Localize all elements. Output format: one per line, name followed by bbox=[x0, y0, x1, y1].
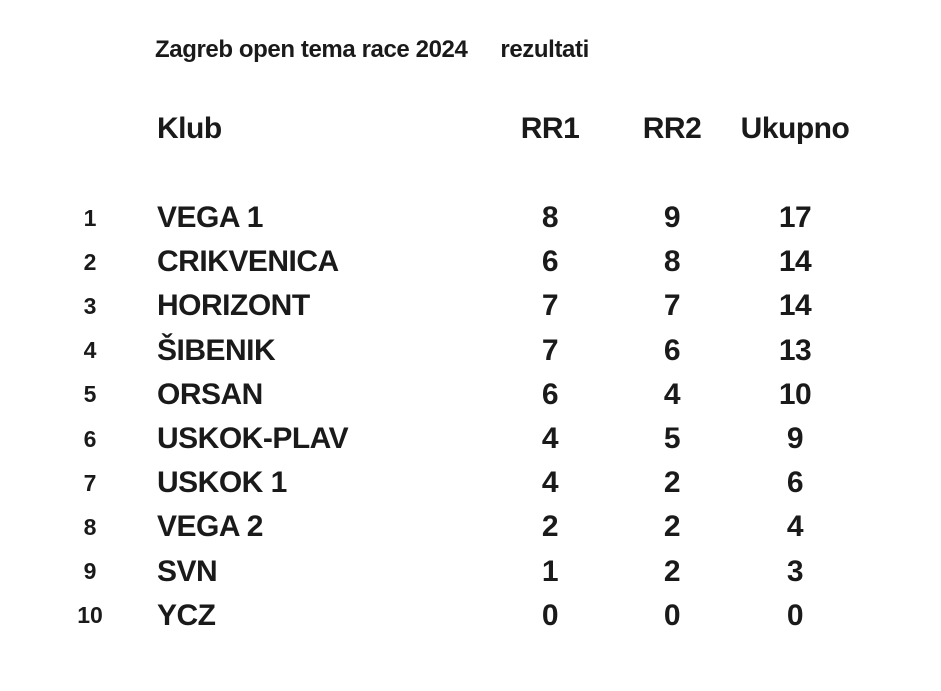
rank-cell: 6 bbox=[83, 425, 97, 452]
klub-cell: YCZ bbox=[157, 598, 216, 632]
klub-cell: SVN bbox=[157, 554, 218, 588]
rank-cell: 8 bbox=[83, 513, 97, 540]
klub-cell: USKOK 1 bbox=[157, 466, 287, 500]
klub-cell: USKOK-PLAV bbox=[157, 422, 349, 456]
ukupno-cell: 4 bbox=[786, 510, 804, 544]
table-row bbox=[58, 550, 851, 594]
rank-cell: 3 bbox=[83, 292, 97, 319]
rr1-cell: 4 bbox=[541, 422, 559, 456]
ukupno-cell: 3 bbox=[786, 554, 804, 588]
rank-cell: 1 bbox=[83, 204, 97, 231]
rr1-cell: 1 bbox=[541, 554, 559, 588]
table-row bbox=[58, 196, 851, 240]
klub-cell: ORSAN bbox=[157, 377, 263, 411]
column-header-ukupno: Ukupno bbox=[740, 112, 850, 145]
rr1-cell: 7 bbox=[541, 289, 559, 323]
table-header bbox=[58, 107, 851, 151]
page-title bbox=[155, 36, 589, 64]
klub-cell: ŠIBENIK bbox=[157, 333, 276, 367]
rr2-cell: 9 bbox=[663, 201, 681, 235]
rr2-cell: 2 bbox=[663, 510, 681, 544]
table-row bbox=[58, 284, 851, 328]
rr1-cell: 6 bbox=[541, 377, 559, 411]
rr2-cell: 8 bbox=[663, 245, 681, 279]
table-row bbox=[58, 505, 851, 549]
klub-cell: CRIKVENICA bbox=[157, 245, 339, 279]
rr1-cell: 4 bbox=[541, 466, 559, 500]
rr1-cell: 2 bbox=[541, 510, 559, 544]
klub-cell: HORIZONT bbox=[157, 289, 310, 323]
ukupno-cell: 14 bbox=[778, 289, 812, 323]
rr2-cell: 2 bbox=[663, 554, 681, 588]
rr1-cell: 6 bbox=[541, 245, 559, 279]
klub-cell: VEGA 2 bbox=[157, 510, 263, 544]
table-row bbox=[58, 417, 851, 461]
klub-cell: VEGA 1 bbox=[157, 201, 263, 235]
rr2-cell: 4 bbox=[663, 377, 681, 411]
ukupno-cell: 9 bbox=[786, 422, 804, 456]
column-header-klub: Klub bbox=[157, 112, 222, 145]
rr2-cell: 5 bbox=[663, 422, 681, 456]
title-main: Zagreb open tema race 2024 bbox=[155, 36, 468, 63]
rr1-cell: 8 bbox=[541, 201, 559, 235]
rank-cell: 10 bbox=[77, 602, 103, 629]
table-row bbox=[58, 240, 851, 284]
rr2-cell: 0 bbox=[663, 598, 681, 632]
rr2-cell: 2 bbox=[663, 466, 681, 500]
ukupno-cell: 10 bbox=[778, 377, 812, 411]
rank-cell: 7 bbox=[83, 469, 97, 496]
table-row bbox=[58, 373, 851, 417]
ukupno-cell: 17 bbox=[778, 201, 812, 235]
ukupno-cell: 6 bbox=[786, 466, 804, 500]
title-suffix: rezultati bbox=[500, 36, 589, 63]
table-row bbox=[58, 594, 851, 638]
rank-cell: 5 bbox=[83, 381, 97, 408]
table-row bbox=[58, 329, 851, 373]
ukupno-cell: 14 bbox=[778, 245, 812, 279]
table-row bbox=[58, 461, 851, 505]
rr1-cell: 7 bbox=[541, 333, 559, 367]
ukupno-cell: 13 bbox=[778, 333, 812, 367]
column-header-rr1: RR1 bbox=[520, 112, 580, 145]
rank-cell: 2 bbox=[83, 248, 97, 275]
rr2-cell: 6 bbox=[663, 333, 681, 367]
ukupno-cell: 0 bbox=[786, 598, 804, 632]
column-header-rr2: RR2 bbox=[642, 112, 702, 145]
results-table-body bbox=[58, 196, 851, 638]
rank-cell: 4 bbox=[83, 337, 97, 364]
rank-cell: 9 bbox=[83, 558, 97, 585]
rr1-cell: 0 bbox=[541, 598, 559, 632]
rr2-cell: 7 bbox=[663, 289, 681, 323]
